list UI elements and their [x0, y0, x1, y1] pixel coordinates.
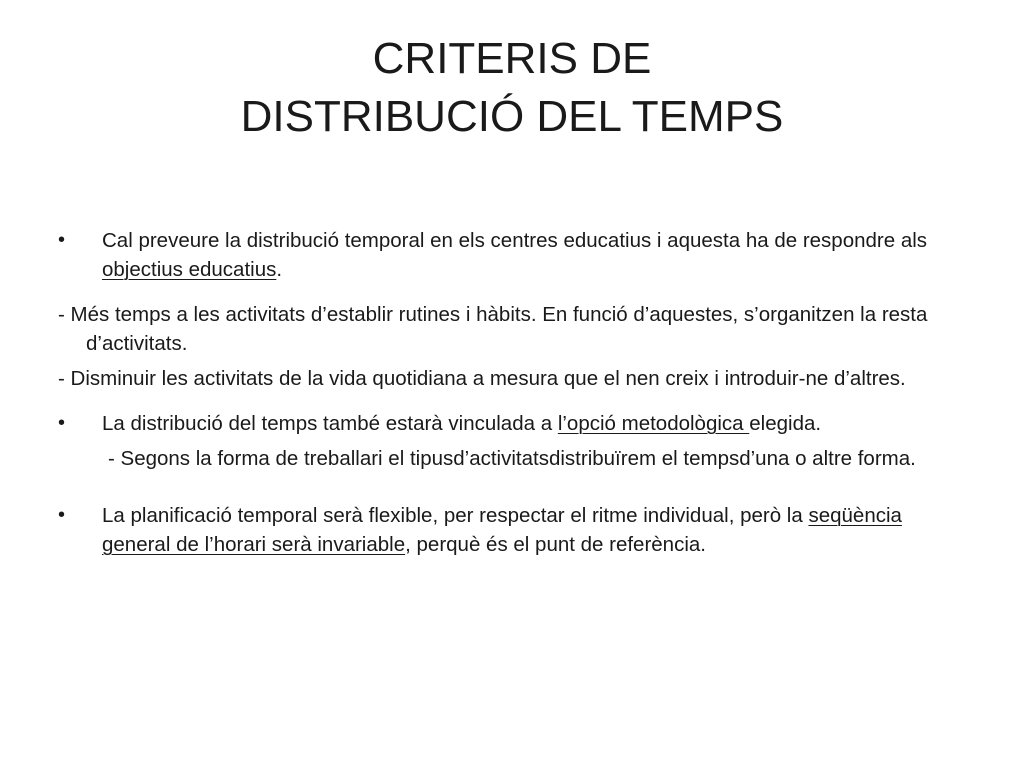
bullet-item-3: [58, 501, 958, 559]
dash-item-2: - Disminuir les activitats de la vida quotidiana a mesura que el nen creix i introduir-ne d’altres.: [58, 367, 906, 390]
bullet-3-text-a: La planificació temporal serà flexible, per respectar el ritme individual, però la: [102, 504, 809, 527]
bullet-dot: •: [58, 412, 66, 434]
bullet-3-text-b: , perquè és el punt de referència.: [405, 533, 706, 556]
bullet-1-text-a: Cal preveure la distribució temporal en els centres educatius i aquesta ha de respondre als: [102, 229, 928, 252]
bullet-2-text-a: La distribució del temps també estarà vinculada a: [102, 412, 558, 435]
underlined-objectius: objectius educatius: [102, 258, 277, 281]
slide-title: [0, 30, 1024, 146]
slide-body: [58, 226, 958, 559]
bullet-item-2: [58, 409, 958, 438]
bullet-item-1: [58, 226, 958, 284]
title-line-2: DISTRIBUCIÓ DEL TEMPS: [240, 92, 784, 141]
bullet-dot: •: [58, 504, 66, 526]
title-line-1: CRITERIS DE: [372, 34, 652, 83]
sub-item-1: - Segons la forma de treballari el tipusd’activitatsdistribuïrem el tempsd’una o altre forma.: [108, 447, 916, 470]
dash-item-1: - Més temps a les activitats d’establir rutines i hàbits. En funció d’aquestes, s’organitzen la resta d’activitats.: [58, 303, 928, 355]
underlined-opcio-metodologica: l’opció metodològica: [557, 412, 750, 435]
bullet-dot: •: [58, 229, 66, 251]
bullet-1-text-b: .: [276, 258, 283, 281]
underlined-sequencia: seqüència general de l’horari serà invariable: [102, 504, 902, 556]
bullet-2-text-b: elegida.: [749, 412, 822, 435]
